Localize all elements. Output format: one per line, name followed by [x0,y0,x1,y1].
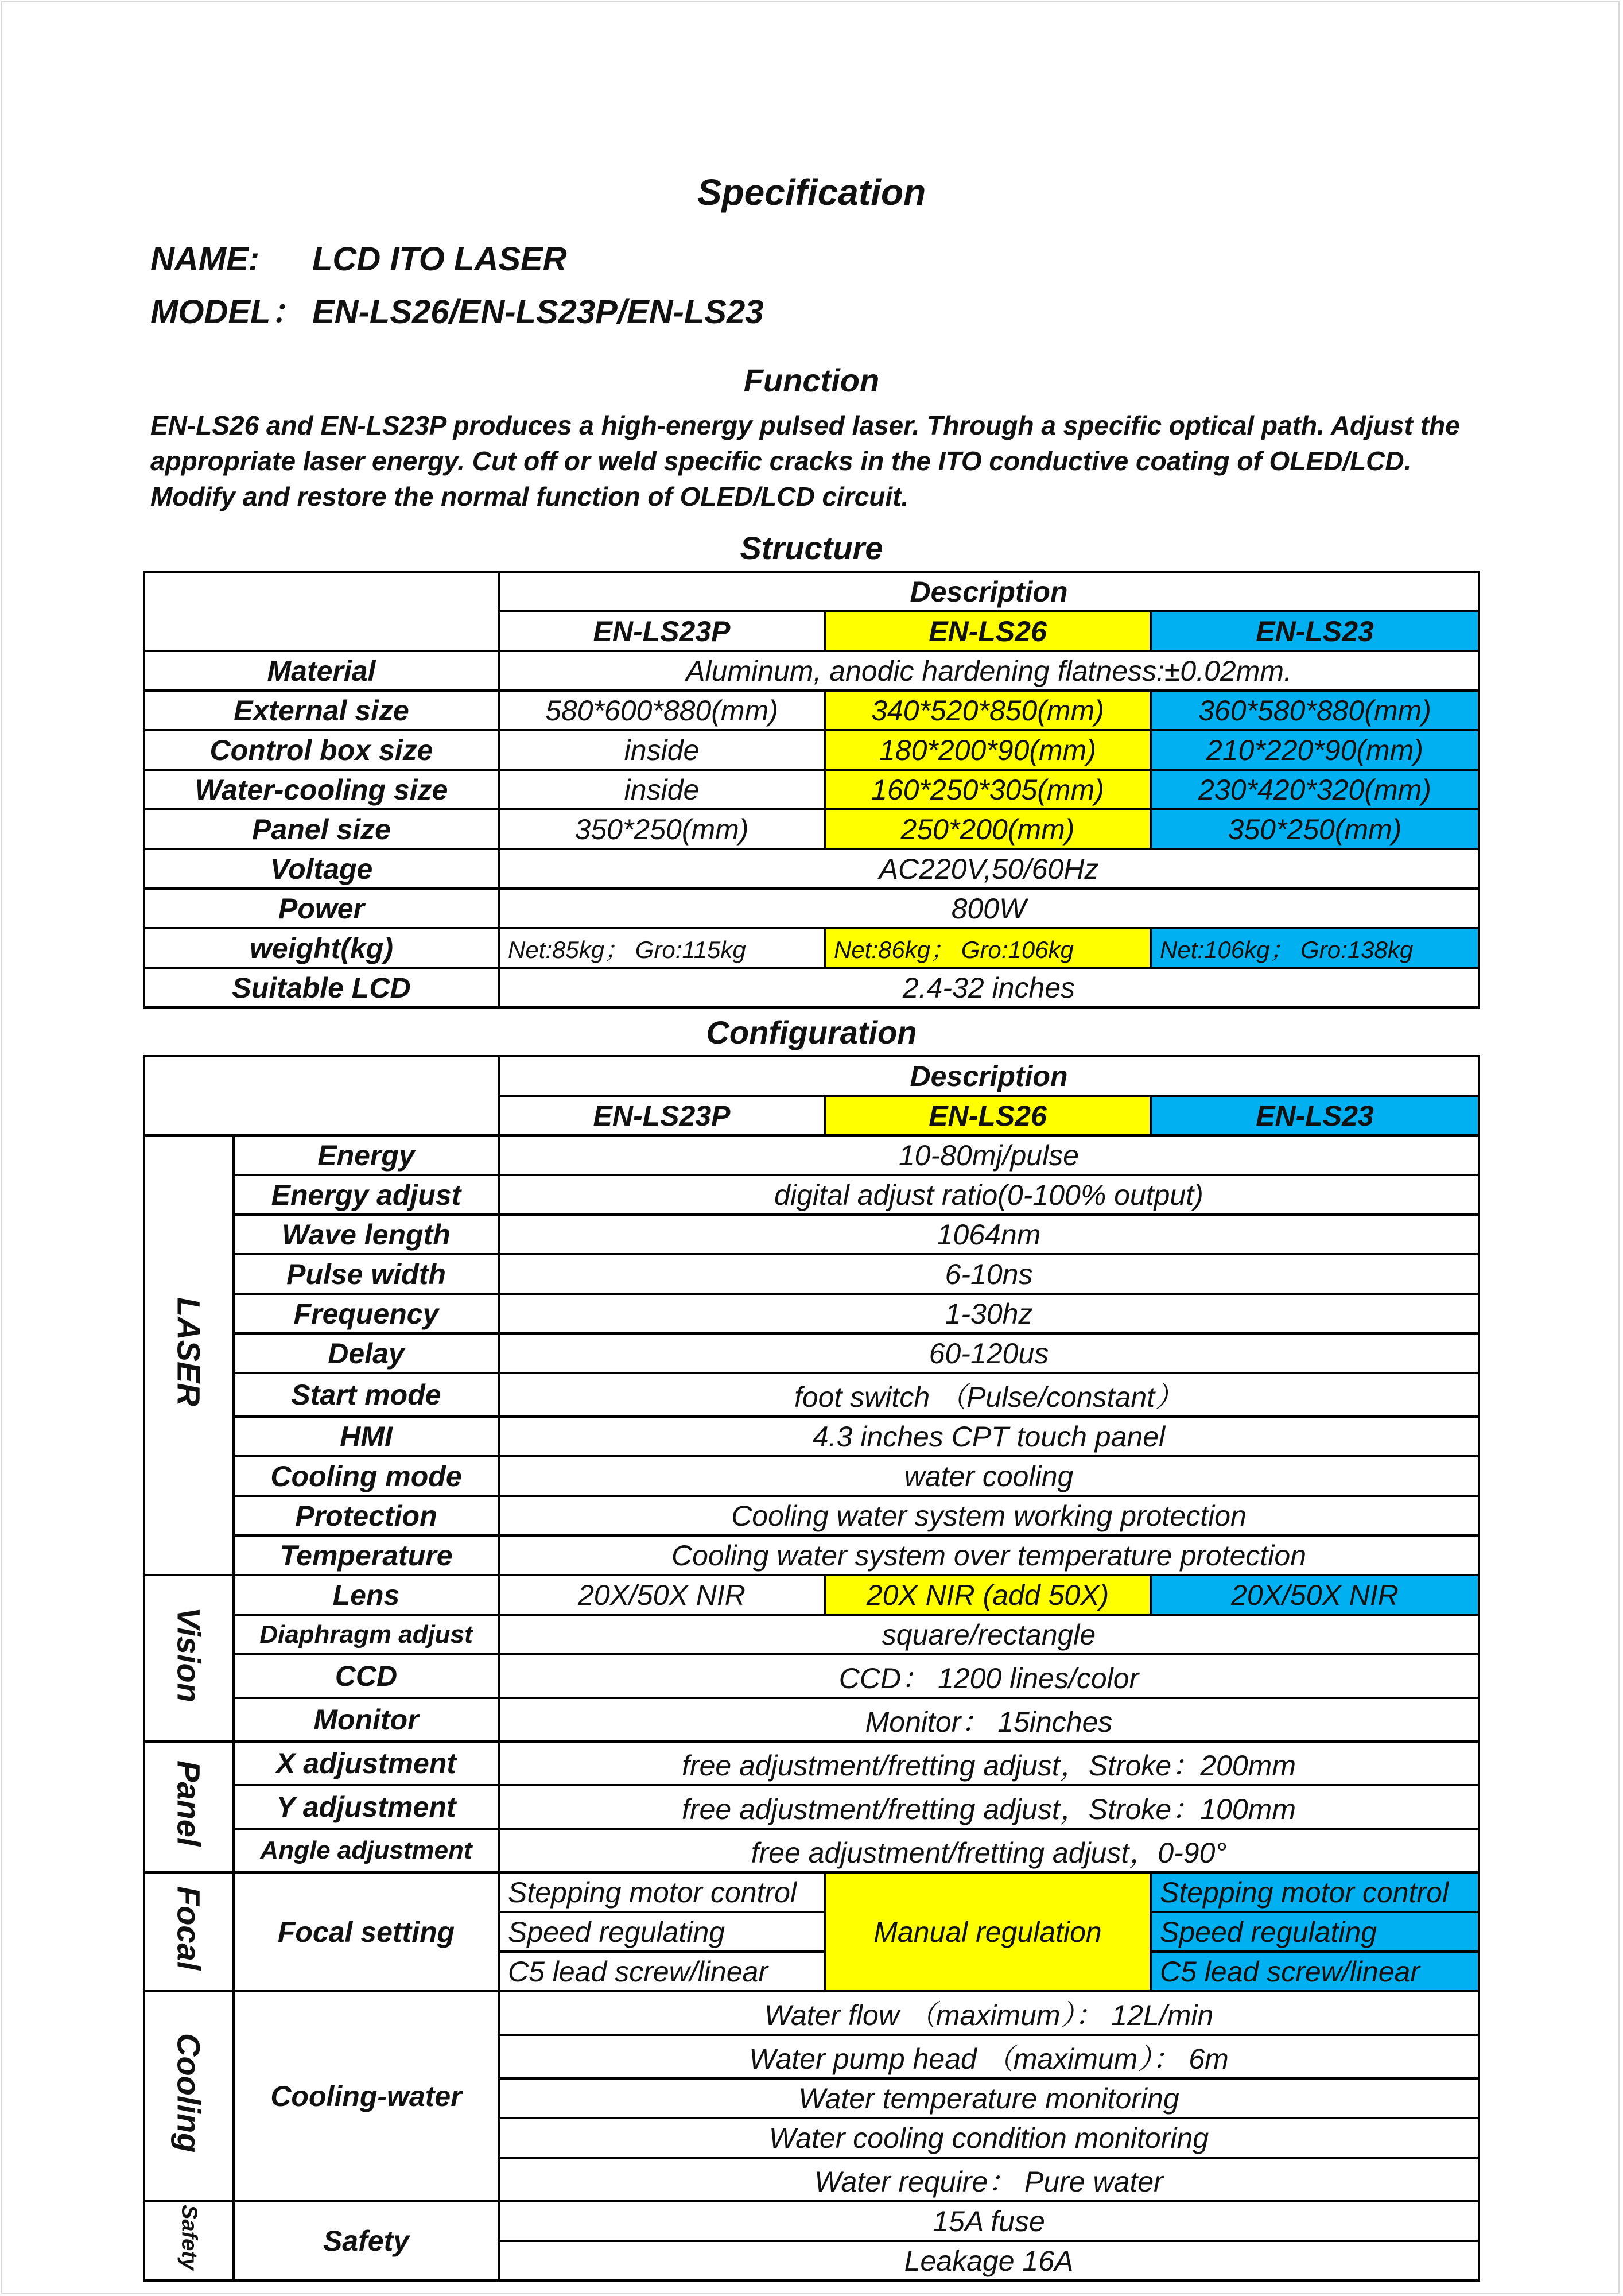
energy-label: Energy [234,1135,499,1175]
material-value: Aluminum, anodic hardening flatness:±0.02mm. [499,651,1479,691]
water-cooling-condition-value: Water cooling condition monitoring [499,2118,1479,2158]
cooling-mode-value: water cooling [499,1456,1479,1496]
hmi-value: 4.3 inches CPT touch panel [499,1417,1479,1456]
energy-value: 10-80mj/pulse [499,1135,1479,1175]
pulse-width-label: Pulse width [234,1254,499,1294]
angle-adjustment-value: free adjustment/fretting adjust，0-90° [499,1829,1479,1872]
angle-adjustment-label: Angle adjustment [234,1829,499,1872]
vision-group-label: Vision [170,1607,207,1702]
model-label: MODEL： [150,293,304,331]
lens-ls23: 20X/50X NIR [1151,1575,1479,1615]
x-adjustment-value: free adjustment/fretting adjust，Stroke：200mm [499,1742,1479,1785]
lens-ls26: 20X NIR (add 50X) [825,1575,1151,1615]
leakage-value: Leakage 16A [499,2241,1479,2281]
energy-adjust-value: digital adjust ratio(0-100% output) [499,1175,1479,1215]
safety-group-cell [144,2201,234,2281]
start-mode-value: foot switch （Pulse/constant） [499,1373,1479,1417]
cooling-group-label: Cooling [170,2033,207,2153]
model-value: EN-LS26/EN-LS23P/EN-LS23 [312,293,764,331]
ccd-value: CCD： 1200 lines/color [499,1654,1479,1698]
voltage-value: AC220V,50/60Hz [499,849,1479,889]
cooling-group-cell [144,1991,234,2201]
water-require-value: Water require： Pure water [499,2158,1479,2201]
ccd-label: CCD [234,1654,499,1698]
panel-size-ls23p: 350*250(mm) [499,809,825,849]
weight-label: weight(kg) [144,928,499,968]
suitable-lcd-label: Suitable LCD [144,968,499,1007]
monitor-value: Monitor： 15inches [499,1698,1479,1742]
focal-ls23p-stepping: Stepping motor control [499,1872,825,1912]
lens-ls23p: 20X/50X NIR [499,1575,825,1615]
page-title: Specification [697,172,926,213]
water-cooling-size-ls23: 230*420*320(mm) [1151,770,1479,809]
configuration-table [143,1055,1480,2282]
name-label: NAME: [150,241,260,278]
configuration-model-ls23p: EN-LS23P [499,1096,825,1135]
temperature-value: Cooling water system over temperature protection [499,1535,1479,1575]
control-box-size-ls23p: inside [499,730,825,770]
water-pump-head-value: Water pump head （maximum）： 6m [499,2035,1479,2078]
diaphragm-adjust-value: square/rectangle [499,1615,1479,1654]
focal-setting-label: Focal setting [234,1872,499,1991]
configuration-model-ls23: EN-LS23 [1151,1096,1479,1135]
energy-adjust-label: Energy adjust [234,1175,499,1215]
frequency-value: 1-30hz [499,1294,1479,1333]
external-size-ls23p: 580*600*880(mm) [499,691,825,730]
weight-ls23: Net:106kg； Gro:138kg [1151,928,1479,968]
water-cooling-size-label: Water-cooling size [144,770,499,809]
wave-length-value: 1064nm [499,1215,1479,1254]
suitable-lcd-value: 2.4-32 inches [499,968,1479,1007]
power-label: Power [144,889,499,928]
configuration-heading: Configuration [706,1014,917,1050]
delay-value: 60-120us [499,1333,1479,1373]
structure-heading: Structure [740,530,883,566]
hmi-label: HMI [234,1417,499,1456]
structure-model-ls23: EN-LS23 [1151,611,1479,651]
external-size-ls23: 360*580*880(mm) [1151,691,1479,730]
external-size-ls26: 340*520*850(mm) [825,691,1151,730]
cooling-mode-label: Cooling mode [234,1456,499,1496]
diaphragm-adjust-label: Diaphragm adjust [234,1615,499,1654]
control-box-size-label: Control box size [144,730,499,770]
structure-model-ls23p: EN-LS23P [499,611,825,651]
cooling-water-label: Cooling-water [234,1991,499,2201]
power-value: 800W [499,889,1479,928]
configuration-model-ls26: EN-LS26 [825,1096,1151,1135]
frequency-label: Frequency [234,1294,499,1333]
lens-label: Lens [234,1575,499,1615]
water-cooling-size-ls23p: inside [499,770,825,809]
monitor-label: Monitor [234,1698,499,1742]
focal-group-label: Focal [170,1886,207,1971]
focal-ls23p-lead-screw: C5 lead screw/linear [499,1952,825,1991]
structure-description-header: Description [499,572,1479,611]
structure-corner [144,572,499,651]
water-flow-value: Water flow （maximum）： 12L/min [499,1991,1479,2035]
delay-label: Delay [234,1333,499,1373]
function-heading: Function [743,362,880,398]
name-value: LCD ITO LASER [312,241,567,278]
pulse-width-value: 6-10ns [499,1254,1479,1294]
fuse-value: 15A fuse [499,2201,1479,2241]
voltage-label: Voltage [144,849,499,889]
material-label: Material [144,651,499,691]
configuration-description-header: Description [499,1056,1479,1096]
weight-ls26: Net:86kg； Gro:106kg [825,928,1151,968]
control-box-size-ls26: 180*200*90(mm) [825,730,1151,770]
panel-size-ls26: 250*200(mm) [825,809,1151,849]
focal-group-cell [144,1872,234,1991]
structure-model-ls26: EN-LS26 [825,611,1151,651]
y-adjustment-value: free adjustment/fretting adjust，Stroke：100mm [499,1785,1479,1829]
panel-group-cell [144,1742,234,1872]
focal-ls23-lead-screw: C5 lead screw/linear [1151,1952,1479,1991]
water-cooling-size-ls26: 160*250*305(mm) [825,770,1151,809]
temperature-label: Temperature [234,1535,499,1575]
configuration-corner [144,1056,499,1135]
laser-group-label: LASER [170,1297,207,1406]
x-adjustment-label: X adjustment [234,1742,499,1785]
focal-ls23-stepping: Stepping motor control [1151,1872,1479,1912]
water-temperature-monitoring-value: Water temperature monitoring [499,2078,1479,2118]
y-adjustment-label: Y adjustment [234,1785,499,1829]
start-mode-label: Start mode [234,1373,499,1417]
protection-value: Cooling water system working protection [499,1496,1479,1535]
focal-ls23p-speed: Speed regulating [499,1912,825,1952]
external-size-label: External size [144,691,499,730]
safety-group-label: Safety [177,2204,201,2271]
panel-size-ls23: 350*250(mm) [1151,809,1479,849]
wave-length-label: Wave length [234,1215,499,1254]
vision-group-cell [144,1575,234,1742]
protection-label: Protection [234,1496,499,1535]
weight-ls23p: Net:85kg； Gro:115kg [499,928,825,968]
model-row [150,285,763,333]
name-row [150,240,567,278]
safety-label: Safety [234,2201,499,2281]
panel-size-label: Panel size [144,809,499,849]
focal-ls26-manual: Manual regulation [825,1872,1151,1991]
laser-group-cell [144,1135,234,1575]
panel-group-label: Panel [170,1760,207,1847]
control-box-size-ls23: 210*220*90(mm) [1151,730,1479,770]
focal-ls23-speed: Speed regulating [1151,1912,1479,1952]
structure-table [143,571,1480,1009]
function-text: EN-LS26 and EN-LS23P produces a high-energy pulsed laser. Through a specific optical path. Adjust the appropriate laser energy. Cut off or weld specific cracks in the ITO conductive coating of OLED/LCD. Modify and restore the normal function of OLED/LCD circuit. [150,410,1460,511]
